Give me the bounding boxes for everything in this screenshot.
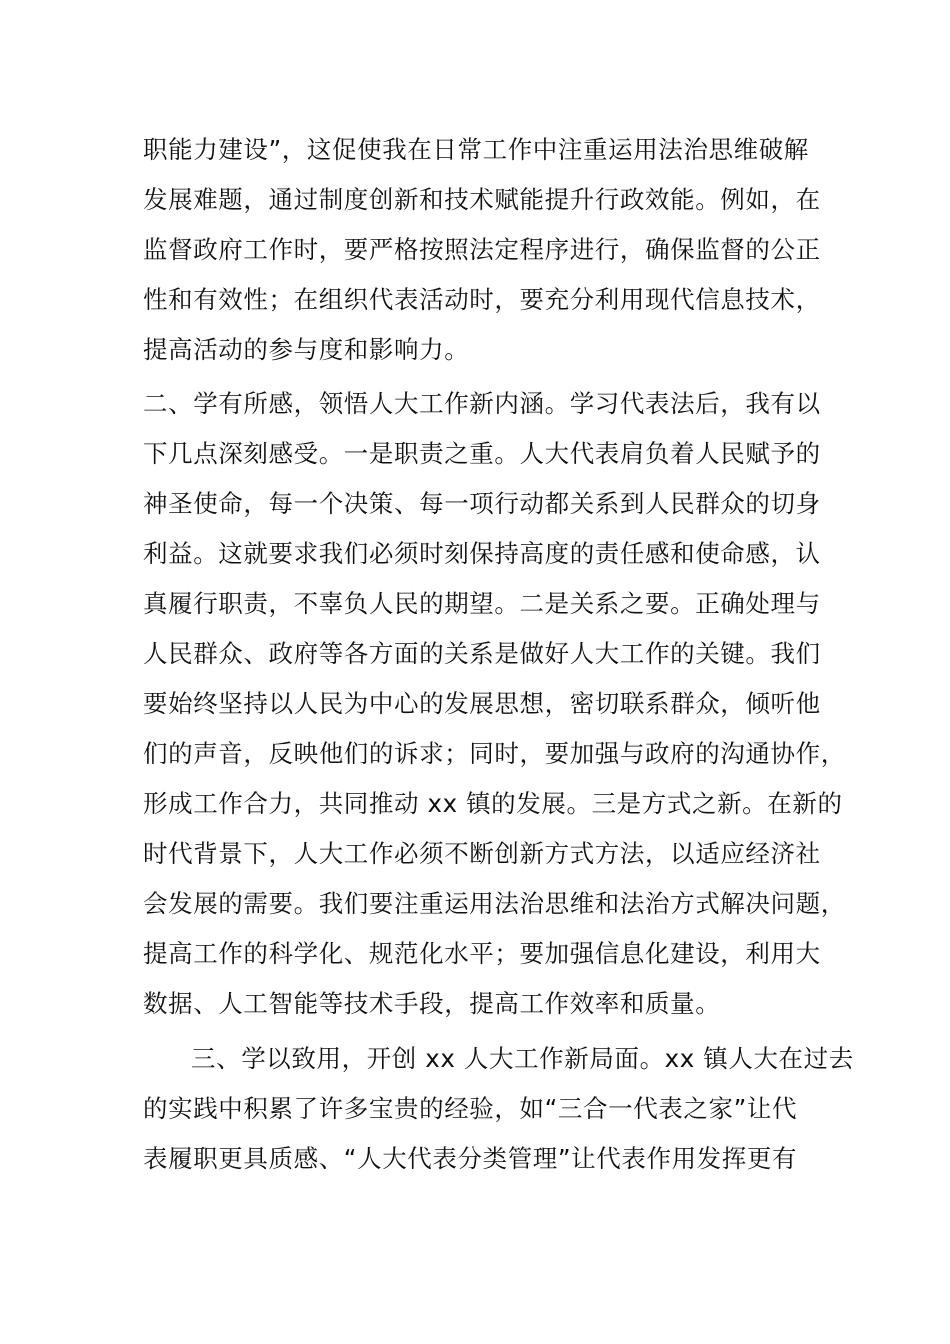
text-line: 数据、人工智能等技术手段，提高工作效率和质量。 xyxy=(143,989,721,1018)
text-line: 职能力建设”，这促使我在日常工作中注重运用法治思维破解 xyxy=(143,135,809,164)
text-line: 二、学有所感，领悟人大工作新内涵。学习代表法后，我有以 xyxy=(143,389,821,418)
text-line: 真履行职责，不辜负人民的期望。二是关系之要。正确处理与 xyxy=(143,589,821,618)
text-line: 表履职更具质感、“人大代表分类管理”让代表作用发挥更有 xyxy=(143,1144,798,1173)
text-line: 人民群众、政府等各方面的关系是做好人大工作的关键。我们 xyxy=(143,639,821,668)
text-line: 监督政府工作时，要严格按照法定程序进行，确保监督的公正 xyxy=(143,235,821,264)
text-line: 会发展的需要。我们要注重运用法治思维和法治方式解决问题， xyxy=(143,889,846,918)
text-line: 利益。这就要求我们必须时刻保持高度的责任感和使命感，认 xyxy=(143,539,821,568)
text-line: 性和有效性；在组织代表活动时，要充分利用现代信息技术， xyxy=(143,285,821,314)
text-line: 发展难题，通过制度创新和技术赋能提升行政效能。例如，在 xyxy=(143,185,821,214)
text-line: 提高活动的参与度和影响力。 xyxy=(143,335,470,364)
text-line: 神圣使命，每一个决策、每一项行动都关系到人民群众的切身 xyxy=(143,489,821,518)
text-line: 三、学以致用，开创 xx 人大工作新局面。xx 镇人大在过去 xyxy=(191,1044,854,1073)
text-line: 们的声音，反映他们的诉求；同时，要加强与政府的沟通协作， xyxy=(143,739,846,768)
text-line: 提高工作的科学化、规范化水平；要加强信息化建设，利用大 xyxy=(143,939,821,968)
text-line: 的实践中积累了许多宝贵的经验，如“三合一代表之家”让代 xyxy=(143,1094,798,1123)
text-line: 下几点深刻感受。一是职责之重。人大代表肩负着人民赋予的 xyxy=(143,439,821,468)
text-line: 要始终坚持以人民为中心的发展思想，密切联系群众，倾听他 xyxy=(143,689,821,718)
text-line: 形成工作合力，共同推动 xx 镇的发展。三是方式之新。在新的 xyxy=(143,789,843,818)
text-line: 时代背景下，人大工作必须不断创新方式方法，以适应经济社 xyxy=(143,839,821,868)
